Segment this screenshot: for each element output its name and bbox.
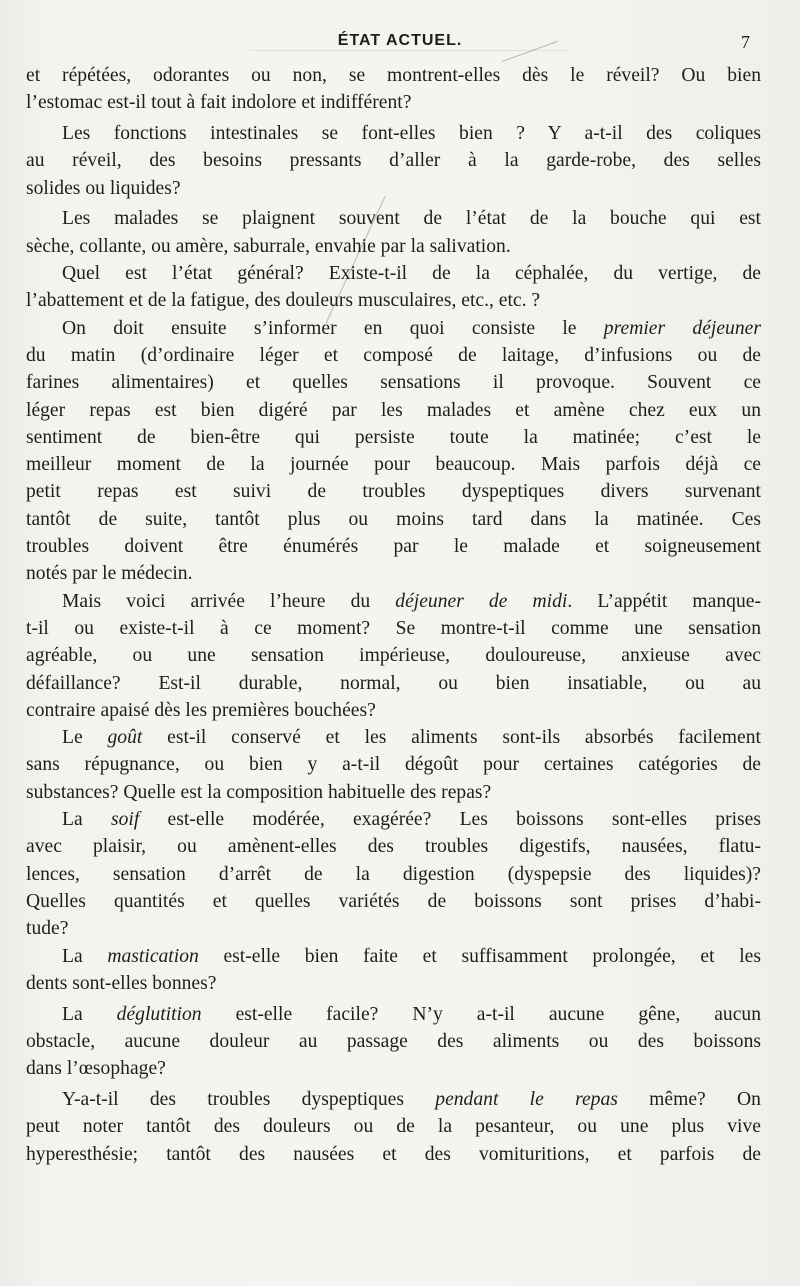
text-line: On doit ensuite s’informer en quoi consiste le premier déjeuner <box>62 317 761 339</box>
text-line: l’abattement et de la fatigue, des douleurs musculaires, etc., etc. ? <box>26 290 541 312</box>
text-line: notés par le médecin. <box>26 563 193 585</box>
running-title: ÉTAT ACTUEL. <box>337 32 463 49</box>
text-line: du matin (d’ordinaire léger et composé de laitage, d’infusions ou de <box>26 344 761 366</box>
text-line: sèche, collante, ou amère, saburrale, envahie par la salivation. <box>26 235 511 257</box>
text-line: La mastication est-elle bien faite et suffisamment prolongée, et les <box>62 945 761 967</box>
text-line: petit repas est suivi de troubles dyspeptiques divers survenant <box>26 481 761 503</box>
text-line: Quel est l’état général? Existe-t-il de la céphalée, du vertige, de <box>62 263 761 285</box>
text-line: avec plaisir, ou amènent-elles des troubles digestifs, nausées, flatu- <box>26 836 761 858</box>
text-line: peut noter tantôt des douleurs ou de la pesanteur, ou une plus vive <box>26 1116 761 1138</box>
text-line: La déglutition est-elle facile? N’y a-t-il aucune gêne, aucun <box>62 1003 761 1025</box>
text-line: lences, sensation d’arrêt de la digestion (dyspepsie des liquides)? <box>26 863 761 885</box>
text-line: obstacle, aucune douleur au passage des aliments ou des boissons <box>26 1030 761 1052</box>
text-line: meilleur moment de la journée pour beaucoup. Mais parfois déjà ce <box>26 454 761 476</box>
text-line: l’estomac est-il tout à fait indolore et indifférent? <box>26 92 412 114</box>
text-line: Le goût est-il conservé et les aliments sont-ils absorbés facilement <box>62 727 761 749</box>
text-line: La soif est-elle modérée, exagérée? Les boissons sont-elles prises <box>62 809 761 831</box>
text-line: Mais voici arrivée l’heure du déjeuner de midi. L’appétit manque- <box>62 590 761 612</box>
text-line: contraire apaisé dès les premières bouchées? <box>26 699 376 721</box>
text-line: farines alimentaires) et quelles sensations il provoque. Souvent ce <box>26 372 761 394</box>
text-line: Les malades se plaignent souvent de l’état de la bouche qui est <box>62 208 761 230</box>
text-line: au réveil, des besoins pressants d’aller à la garde-robe, des selles <box>26 150 761 172</box>
text-line: Y-a-t-il des troubles dyspeptiques pendant le repas même? On <box>62 1088 761 1110</box>
text-line: sentiment de bien-être qui persiste toute la matinée; c’est le <box>26 426 761 448</box>
text-line: léger repas est bien digéré par les malades et amène chez eux un <box>26 399 761 421</box>
text-line: défaillance? Est-il durable, normal, ou bien insatiable, ou au <box>26 672 761 694</box>
body-text <box>26 62 761 1168</box>
text-line: agréable, ou une sensation impérieuse, douloureuse, anxieuse avec <box>26 645 761 667</box>
text-line: Quelles quantités et quelles variétés de boissons sont prises d’habi- <box>26 890 761 912</box>
text-line: hyperesthésie; tantôt des nausées et des vomituritions, et parfois de <box>26 1143 761 1165</box>
text-line: tude? <box>26 918 69 940</box>
text-line: tantôt de suite, tantôt plus ou moins tard dans la matinée. Ces <box>26 508 761 530</box>
text-line: troubles doivent être énumérés par le malade et soigneusement <box>26 536 761 558</box>
page-header <box>0 30 800 56</box>
text-line: et répétées, odorantes ou non, se montrent-elles dès le réveil? Ou bien <box>26 65 761 86</box>
text-line: Les fonctions intestinales se font-elles bien ? Y a-t-il des coliques <box>62 123 761 145</box>
page-number: 7 <box>741 32 750 52</box>
text-line: dans l’œsophage? <box>26 1058 166 1080</box>
text-line: solides ou liquides? <box>26 177 181 199</box>
text-line: sans répugnance, ou bien y a-t-il dégoût pour certaines catégories de <box>26 754 761 776</box>
text-line: substances? Quelle est la composition habituelle des repas? <box>26 781 492 803</box>
text-line: dents sont-elles bonnes? <box>26 972 217 994</box>
text-line: t-il ou existe-t-il à ce moment? Se montre-t-il comme une sensation <box>26 617 761 639</box>
